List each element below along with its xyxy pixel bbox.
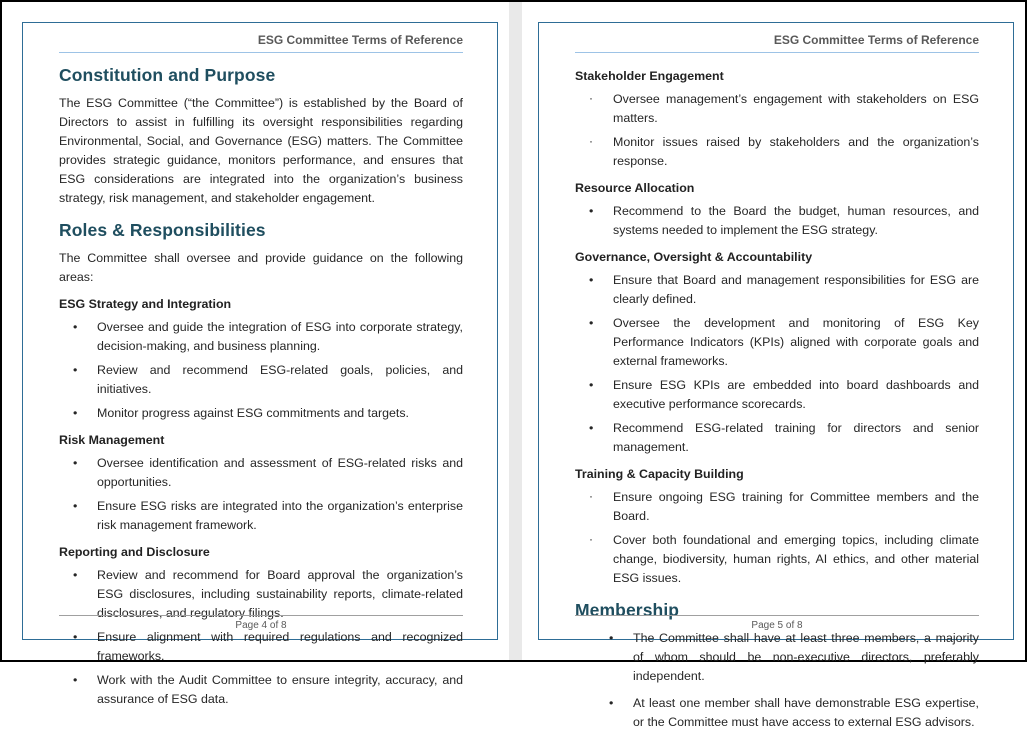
- page-header-title: ESG Committee Terms of Reference: [257, 33, 463, 47]
- heading-membership: Membership: [575, 600, 680, 620]
- risk-management-list: [59, 454, 463, 535]
- list-item-text: Oversee the development and monitoring of ESG Key Performance Indicators (KPIs) aligned with corporate goals and external frameworks.: [613, 316, 979, 368]
- bullet-icon: •: [609, 696, 614, 710]
- subheading-resource-allocation: Resource Allocation: [575, 181, 695, 195]
- list-item-text: Ensure that Board and management responsibilities for ESG are clearly defined.: [613, 273, 979, 306]
- page-footer: [575, 615, 979, 631]
- list-item-text: Ensure ESG risks are integrated into the organization’s enterprise risk management framework.: [97, 499, 463, 532]
- bullet-icon: •: [589, 273, 594, 287]
- bullet-icon: ·: [589, 91, 593, 105]
- list-item: [575, 531, 979, 588]
- bullet-icon: •: [609, 631, 614, 645]
- bullet-icon: •: [589, 316, 594, 330]
- list-item-text: Monitor issues raised by stakeholders and the organization’s response.: [613, 135, 979, 168]
- document-page-5: [538, 22, 1014, 729]
- list-item-text: Review and recommend ESG-related goals, policies, and initiatives.: [97, 363, 463, 396]
- bullet-icon: •: [73, 673, 78, 687]
- training-capacity-list: [575, 488, 979, 588]
- subheading-training-capacity-building: Training & Capacity Building: [575, 467, 744, 481]
- list-item: [575, 376, 979, 414]
- subheading-esg-strategy-integration: ESG Strategy and Integration: [59, 297, 232, 311]
- list-item: [575, 314, 979, 371]
- list-item: [59, 628, 463, 666]
- list-item-text: At least one member shall have demonstrable ESG expertise, or the Committee must have access to external ESG advisors.: [633, 696, 979, 729]
- list-item: [575, 419, 979, 457]
- page-header: [575, 31, 979, 53]
- subheading-governance-oversight-accountability: Governance, Oversight & Accountability: [575, 250, 813, 264]
- page-number-label: Page 4 of 8: [235, 620, 287, 631]
- list-item: [59, 454, 463, 492]
- esg-strategy-list: [59, 318, 463, 423]
- bullet-icon: •: [589, 421, 594, 435]
- list-item-text: Work with the Audit Committee to ensure integrity, accuracy, and assurance of ESG data.: [97, 673, 463, 706]
- list-item: [575, 629, 979, 686]
- list-item-text: The Committee shall have at least three members, a majority of whom should be non-executive directors, preferably independent.: [633, 631, 979, 683]
- list-item: [575, 133, 979, 171]
- list-item-text: Oversee management’s engagement with stakeholders on ESG matters.: [613, 92, 979, 125]
- bullet-icon: •: [589, 378, 594, 392]
- list-item: [575, 694, 979, 732]
- subheading-risk-management: Risk Management: [59, 433, 165, 447]
- list-item: [59, 497, 463, 535]
- list-item: [59, 404, 463, 423]
- bullet-icon: ·: [589, 489, 593, 503]
- page-4-content: [23, 23, 497, 709]
- list-item: [575, 271, 979, 309]
- resource-allocation-list: [575, 202, 979, 240]
- list-item-text: Cover both foundational and emerging topics, including climate change, biodiversity, human rights, AI ethics, and other material ESG issues.: [613, 533, 979, 585]
- bullet-icon: •: [73, 406, 78, 420]
- bullet-icon: •: [73, 568, 78, 582]
- bullet-icon: ·: [589, 134, 593, 148]
- stakeholder-engagement-list: [575, 90, 979, 171]
- list-item-text: Recommend to the Board the budget, human resources, and systems needed to implement the ESG strategy.: [613, 204, 979, 237]
- membership-list: [575, 629, 979, 732]
- list-item: [59, 361, 463, 399]
- page-gutter: [509, 2, 522, 660]
- document-page-4: [22, 22, 498, 706]
- list-item: [59, 671, 463, 709]
- list-item-text: Monitor progress against ESG commitments and targets.: [97, 406, 409, 420]
- bullet-icon: •: [73, 363, 78, 377]
- list-item: [575, 488, 979, 526]
- bullet-icon: •: [73, 320, 78, 334]
- constitution-paragraph: The ESG Committee (“the Committee”) is established by the Board of Directors to assist in fulfilling its oversight responsibilities regarding Environmental, Social, and Governance (ESG) matters. The Committee provides strategic guidance, monitors performance, and ensures that ESG considerations are integrated into the organization’s business strategy, risk management, and stakeholder engagement.: [59, 96, 463, 205]
- bullet-icon: •: [73, 456, 78, 470]
- list-item-text: Ensure alignment with required regulations and recognized frameworks.: [97, 630, 463, 663]
- page-header: [59, 31, 463, 53]
- subheading-reporting-disclosure: Reporting and Disclosure: [59, 545, 210, 559]
- roles-intro-paragraph: The Committee shall oversee and provide guidance on the following areas:: [59, 251, 463, 284]
- governance-oversight-list: [575, 271, 979, 457]
- subheading-stakeholder-engagement: Stakeholder Engagement: [575, 69, 724, 83]
- page-footer: [59, 615, 463, 631]
- list-item: [59, 318, 463, 356]
- reporting-disclosure-list: [59, 566, 463, 709]
- list-item-text: Oversee identification and assessment of ESG-related risks and opportunities.: [97, 456, 463, 489]
- page-header-title: ESG Committee Terms of Reference: [773, 33, 979, 47]
- page-number-label: Page 5 of 8: [751, 620, 803, 631]
- list-item-text: Review and recommend for Board approval the organization’s ESG disclosures, including sustainability reports, climate-related disclosures, and regulatory filings.: [97, 568, 463, 620]
- bullet-icon: ·: [589, 532, 593, 546]
- list-item-text: Ensure ESG KPIs are embedded into board dashboards and executive performance scorecards.: [613, 378, 979, 411]
- list-item: [575, 90, 979, 128]
- heading-constitution-and-purpose: Constitution and Purpose: [59, 65, 276, 85]
- list-item-text: Oversee and guide the integration of ESG into corporate strategy, decision-making, and business planning.: [97, 320, 463, 353]
- bullet-icon: •: [73, 630, 78, 644]
- bullet-icon: •: [589, 204, 594, 218]
- list-item-text: Recommend ESG-related training for directors and senior management.: [613, 421, 979, 454]
- list-item: [575, 202, 979, 240]
- list-item-text: Ensure ongoing ESG training for Committee members and the Board.: [613, 490, 979, 523]
- bullet-icon: •: [73, 499, 78, 513]
- heading-roles-responsibilities: Roles & Responsibilities: [59, 220, 266, 240]
